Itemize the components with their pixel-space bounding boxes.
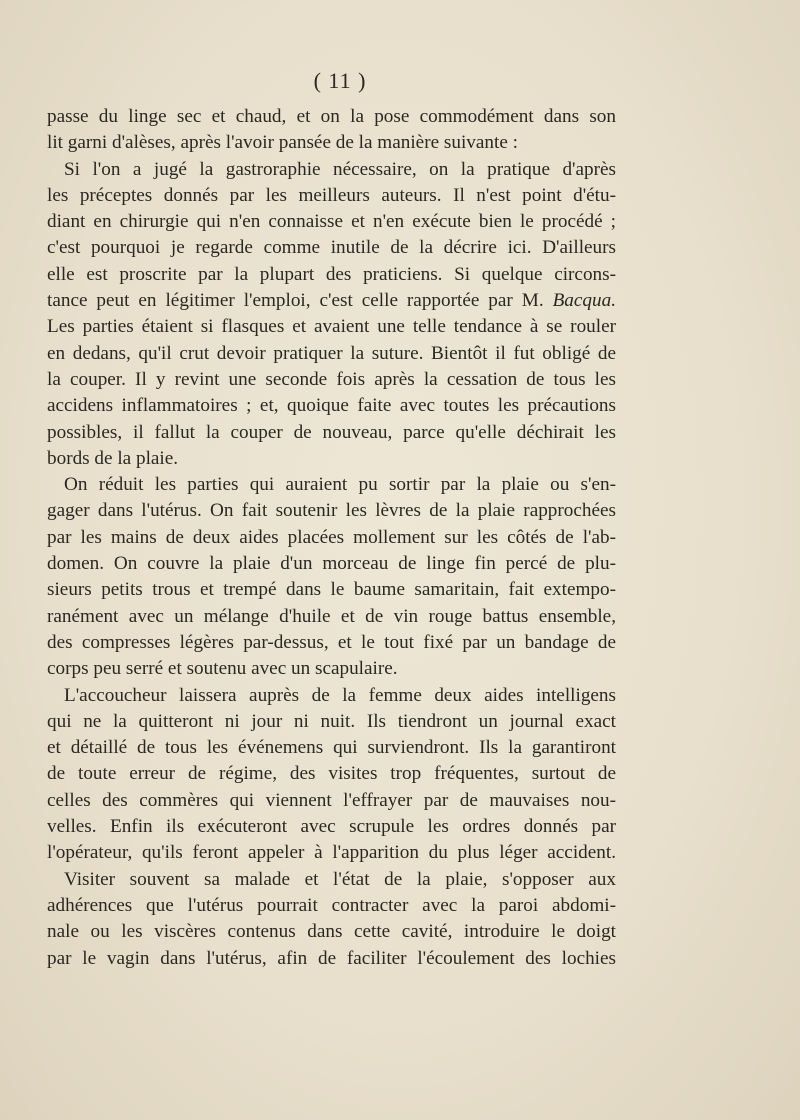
- text-line: Les parties étaient si flasques et avaient une telle tendance à se rouler: [47, 316, 616, 338]
- text-line: l'opérateur, qu'ils feront appeler à l'apparition du plus léger accident.: [47, 842, 616, 864]
- text-fragment: tance peut en légitimer l'emploi, c'est celle rapportée par M.: [47, 290, 544, 312]
- text-line: domen. On couvre la plaie d'un morceau de linge fin percé de plu-: [47, 553, 616, 575]
- text-line: qui ne la quitteront ni jour ni nuit. Ils tiendront un journal exact: [47, 710, 616, 732]
- text-line: par le vagin dans l'utérus, afin de faciliter l'écoulement des lochies: [47, 947, 616, 969]
- text-line: la couper. Il y revint une seconde fois après la cessation de tous les: [47, 368, 616, 390]
- text-line: elle est proscrite par la plupart des praticiens. Si quelque circons-: [47, 263, 616, 285]
- text-line: bords de la plaie.: [47, 447, 179, 469]
- text-line: gager dans l'utérus. On fait soutenir les lèvres de la plaie rapprochées: [47, 500, 616, 522]
- text-line: Visiter souvent sa malade et l'état de la plaie, s'opposer aux: [64, 868, 616, 890]
- text-line: les préceptes donnés par les meilleurs auteurs. Il n'est point d'étu-: [47, 184, 616, 206]
- text-line: diant en chirurgie qui n'en connaisse et n'en exécute bien le procédé ;: [47, 211, 616, 233]
- text-line: adhérences que l'utérus pourrait contracter avec la paroi abdomi-: [47, 894, 616, 916]
- text-line: ranément avec un mélange d'huile et de vin rouge battus ensemble,: [47, 605, 616, 627]
- text-line-with-author: [47, 288, 616, 314]
- text-line: nale ou les viscères contenus dans cette cavité, introduire le doigt: [47, 921, 616, 943]
- text-line: lit garni d'alèses, après l'avoir pansée de la manière suivante :: [47, 132, 518, 154]
- author-name: Bacqua.: [552, 290, 616, 312]
- text-line: celles des commères qui viennent l'effrayer par de mauvaises nou-: [47, 789, 616, 811]
- text-line: par les mains de deux aides placées mollement sur les côtés de l'ab-: [47, 526, 616, 548]
- text-line: velles. Enfin ils exécuteront avec scrupule les ordres donnés par: [47, 816, 616, 838]
- page-number: ( 11 ): [313, 68, 367, 93]
- text-line: On réduit les parties qui auraient pu sortir par la plaie ou s'en-: [64, 474, 616, 496]
- text-line: passe du linge sec et chaud, et on la pose commodément dans son: [47, 106, 616, 127]
- text-line: et détaillé de tous les événemens qui surviendront. Ils la garantiront: [47, 737, 616, 759]
- text-line: des compresses légères par-dessus, et le tout fixé par un bandage de: [47, 631, 616, 653]
- text-line: Si l'on a jugé la gastroraphie nécessaire, on la pratique d'après: [64, 158, 616, 180]
- text-line: possibles, il fallut la couper de nouveau, parce qu'elle déchirait les: [47, 421, 616, 443]
- text-line: corps peu serré et soutenu avec un scapulaire.: [47, 658, 398, 680]
- text-line: en dedans, qu'il crut devoir pratiquer la suture. Bientôt il fut obligé de: [47, 342, 616, 364]
- body-text: [47, 104, 616, 972]
- text-line: de toute erreur de régime, des visites trop fréquentes, surtout de: [47, 763, 616, 785]
- text-line: sieurs petits trous et trempé dans le baume samaritain, fait extempo-: [47, 579, 616, 601]
- text-line: L'accoucheur laissera auprès de la femme deux aides intelligens: [64, 684, 616, 706]
- text-line: c'est pourquoi je regarde comme inutile de la décrire ici. D'ailleurs: [47, 237, 616, 259]
- text-line: accidens inflammatoires ; et, quoique faite avec toutes les précautions: [47, 395, 616, 417]
